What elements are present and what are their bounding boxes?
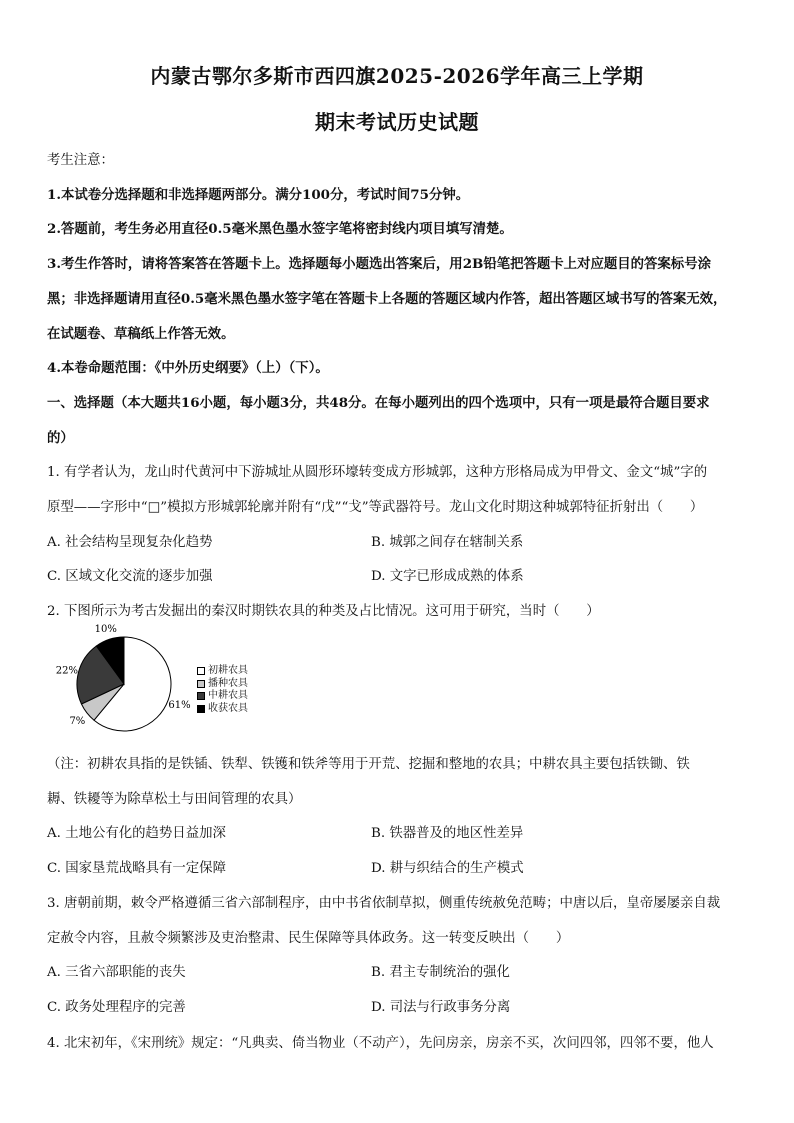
- notice-item-3-end: 在试题卷、草稿纸上作答无效。: [47, 326, 235, 342]
- question-3-option-b: B. 君主专制统治的强化: [371, 965, 510, 980]
- question-2-option-b: B. 铁器普及的地区性差异: [371, 826, 524, 841]
- legend-label-3: 中耕农具: [208, 690, 248, 701]
- notice-item-4: 4.本卷命题范围：《中外历史纲要》（上）（下）。: [47, 360, 329, 376]
- legend-label-4: 收获农具: [208, 702, 248, 714]
- question-3-stem-line1: 3. 唐朝前期，敕令严格遵循三省六部制程序，由中书省依制草拟，侧重传统赦免范畴；中唐以后，皇帝屡屡亲自裁: [47, 896, 721, 911]
- pie-label-3: 22%: [55, 665, 78, 677]
- legend-item-1: [197, 665, 248, 678]
- pie-label-4: 10%: [94, 623, 117, 635]
- notice-item-3-cont: 黑；非选择题请用直径0.5毫米黑色墨水签字笔在答题卡上各题的答题区域内作答，超出答题区域书写的答案无效，: [47, 291, 727, 307]
- question-2-note-line2: 耨、铁耰等为除草松土与田间管理的农具）: [47, 792, 302, 807]
- chart-legend: [197, 665, 248, 715]
- question-3-option-c: C. 政务处理程序的完善: [47, 1000, 186, 1015]
- question-1-option-c: C. 区域文化交流的逐步加强: [47, 569, 213, 584]
- question-2-option-a: A. 土地公有化的趋势日益加深: [47, 826, 226, 841]
- question-3-option-d: D. 司法与行政事务分离: [371, 1000, 511, 1015]
- legend-swatch-1: [197, 667, 205, 675]
- question-4-stem-line1: 4. 北宋初年，《宋刑统》规定：“凡典卖、倚当物业（不动产），先问房亲，房亲不买，次问四邻，四邻不要，他人: [47, 1036, 714, 1051]
- legend-swatch-4: [197, 705, 205, 713]
- notice-item-3: 3.考生作答时，请将答案答在答题卡上。选择题每小题选出答案后，用2B铅笔把答题卡上对应题目的答案标号涂: [47, 256, 711, 272]
- legend-label-1: 初耕农具: [208, 665, 248, 676]
- legend-swatch-2: [197, 680, 205, 688]
- legend-item-3: [197, 690, 248, 703]
- section-heading-cont: 的）: [47, 430, 74, 446]
- legend-item-4: [197, 703, 248, 716]
- exam-title-line1: 内蒙古鄂尔多斯市西四旗2025-2026学年高三上学期: [150, 64, 644, 88]
- legend-swatch-3: [197, 692, 205, 700]
- pie-label-2: 7%: [69, 716, 86, 728]
- question-2-option-c: C. 国家垦荒战略具有一定保障: [47, 861, 226, 876]
- legend-label-2: 播种农具: [208, 677, 248, 689]
- notice-item-2: 2.答题前，考生务必用直径0.5毫米黑色墨水签字笔将密封线内项目填写清楚。: [47, 221, 513, 237]
- question-3-stem-line2: 定赦令内容，且赦令频繁涉及吏治整肃、民生保障等具体政务。这一转变反映出（ ）: [47, 931, 570, 946]
- notice-heading: 考生注意：: [47, 153, 114, 168]
- question-2-note-line1: （注：初耕农具指的是铁锸、铁犁、铁镬和铁斧等用于开荒、挖掘和整地的农具；中耕农具主要包括铁锄、铁: [47, 757, 690, 772]
- section-heading: 一、选择题（本大题共16小题，每小题3分，共48分。在每小题列出的四个选项中，只有一项是最符合题目要求: [47, 395, 710, 411]
- question-2-stem: 2. 下图所示为考古发掘出的秦汉时期铁农具的种类及占比情况。这可用于研究，当时（ ）: [47, 604, 600, 619]
- notice-item-1: 1.本试卷分选择题和非选择题两部分。满分100分，考试时间75分钟。: [47, 187, 470, 203]
- question-1-option-a: A. 社会结构呈现复杂化趋势: [47, 535, 213, 550]
- exam-title-line2: 期末考试历史试题: [315, 110, 479, 134]
- question-1-stem-line1: 1. 有学者认为，龙山时代黄河中下游城址从圆形环壕转变成方形城郭，这种方形格局成为甲骨文、金文“城”字的: [47, 465, 708, 480]
- question-1-option-b: B. 城郭之间存在辖制关系: [371, 535, 524, 550]
- question-3-option-a: A. 三省六部职能的丧失: [47, 965, 186, 980]
- pie-label-1: 61%: [168, 699, 191, 711]
- question-2-option-d: D. 耕与织结合的生产模式: [371, 861, 524, 876]
- question-1-option-d: D. 文字已形成成熟的体系: [371, 569, 524, 584]
- question-1-stem-line2: 原型——字形中“□”模拟方形城郭轮廓并附有“戊”“戈”等武器符号。龙山文化时期这种城郭特征折射出（ ）: [47, 500, 704, 515]
- legend-item-2: [197, 678, 248, 691]
